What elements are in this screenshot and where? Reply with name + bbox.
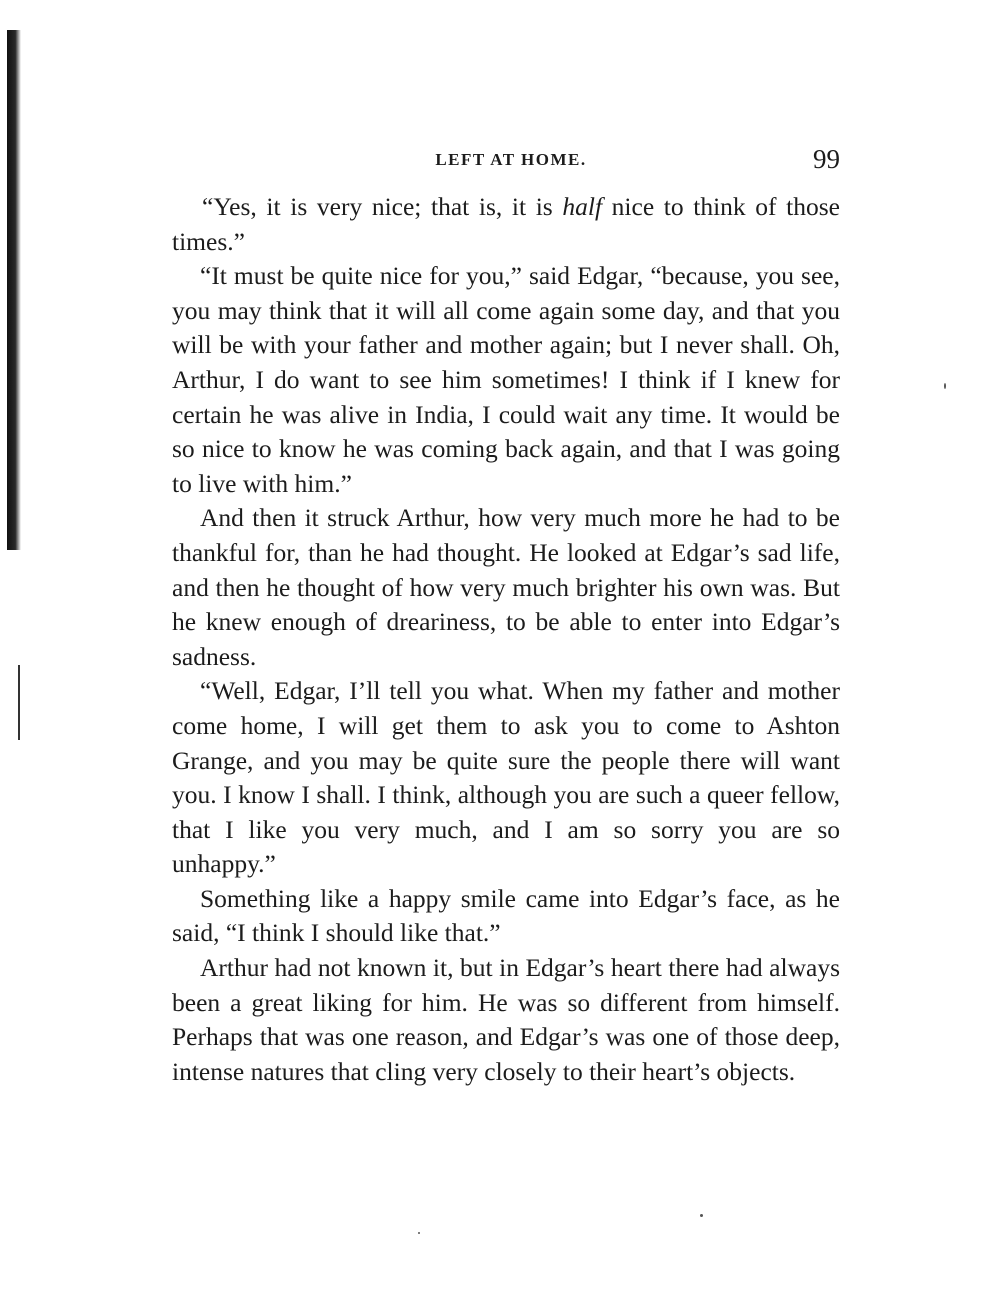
paragraph: “It must be quite nice for you,” said Edgar, “because, you see, you may think that it will all come again some day, and that you will be with your father and mother again; but I never shall. Oh, Arthur, I do want to see him sometimes! I think if I knew for certain he was alive in India, I could wait any time. It would be so nice to know he was coming back again, and that I was going to live with him.” [172, 261, 840, 498]
scan-speck [944, 383, 946, 389]
scan-binding-mark [18, 665, 20, 740]
paragraph: And then it struck Arthur, how very much more he had to be thankful for, than he had thought. He looked at Edgar’s sad life, and then he thought of how very much brighter his own was. But he knew enough of dreariness, to be able to enter into Edgar’s sadness. [172, 503, 840, 671]
running-head: LEFT AT HOME. [435, 150, 587, 169]
scan-speck [700, 1214, 703, 1217]
paragraph-text: “Yes, it is very nice; that is, it is [202, 192, 563, 221]
page-number: 99 [813, 144, 840, 174]
paragraph [172, 190, 840, 259]
scan-speck [418, 1232, 420, 1234]
emphasis-text: half [562, 192, 603, 221]
page-header [172, 146, 840, 182]
paragraph-text: nice to think of those times.” [172, 192, 840, 256]
paragraph: Something like a happy smile came into Edgar’s face, as he said, “I think I should like that.” [172, 883, 840, 948]
paragraph: Arthur had not known it, but in Edgar’s heart there had always been a great liking for him. He was so different from himself. Perhaps that was one reason, and Edgar’s was one of those deep, intense natures that cling very closely to their heart’s objects. [172, 953, 840, 1086]
paragraph: “Well, Edgar, I’ll tell you what. When my father and mother come home, I will get them to ask you to come to Ashton Grange, and you may be quite sure the people there will want you. I know I shall. I think, although you are such a queer fellow, that I like you very much, and I am so sorry you are so unhappy.” [172, 676, 840, 879]
scan-binding-edge [7, 30, 21, 550]
body-text [172, 190, 840, 1089]
